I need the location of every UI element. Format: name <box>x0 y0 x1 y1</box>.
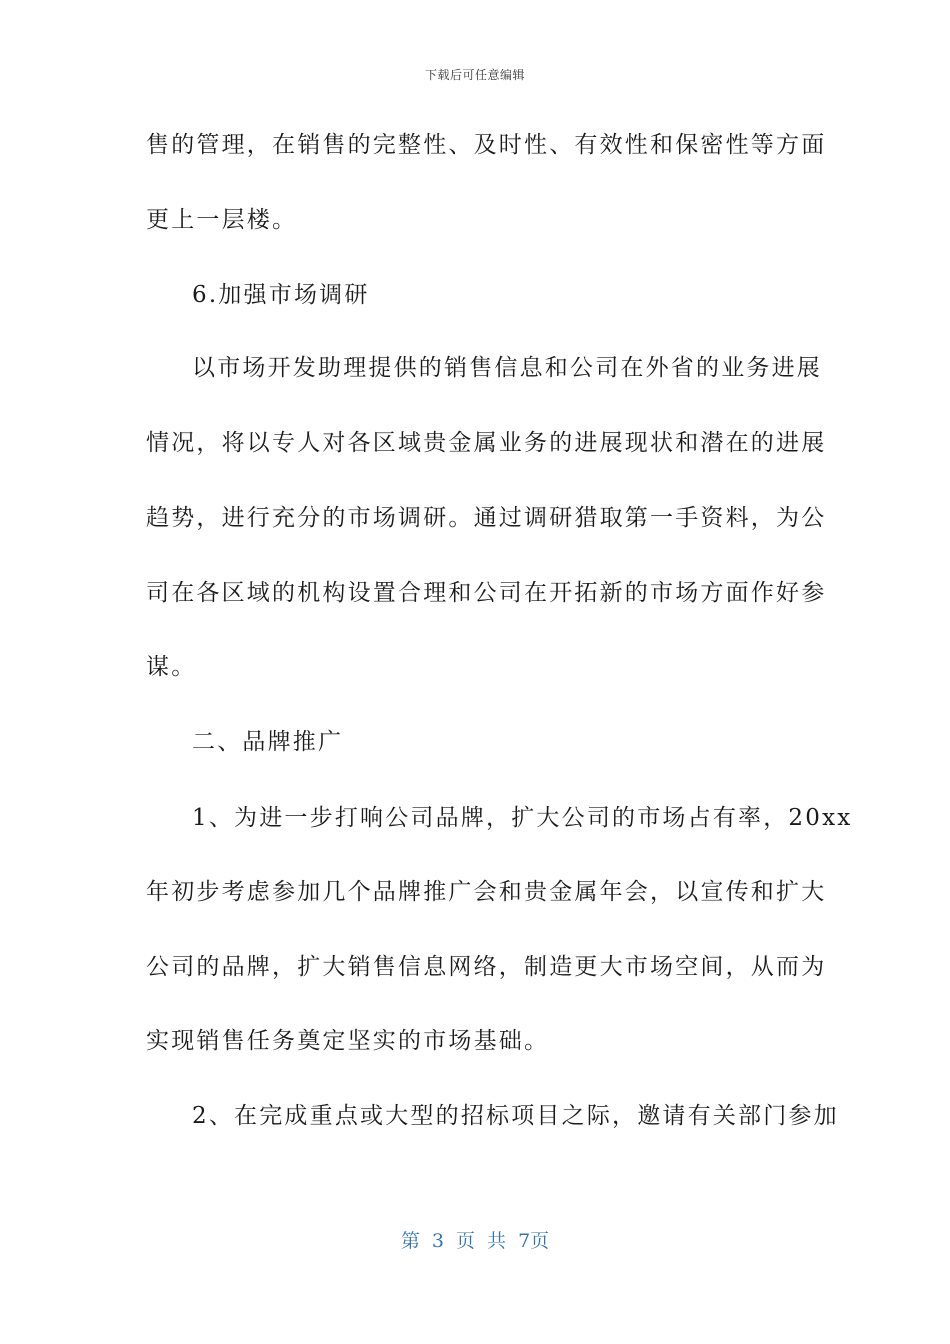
section-heading: 二、品牌推广 <box>192 729 344 755</box>
body-line: 年初步考虑参加几个品牌推广会和贵金属年会，以宣传和扩大 <box>146 879 827 905</box>
body-line: 售的管理，在销售的完整性、及时性、有效性和保密性等方面 <box>146 132 827 158</box>
body-line: 情况，将以专人对各区域贵金属业务的进展现状和潜在的进展 <box>146 430 827 456</box>
body-line: 实现销售任务奠定坚实的市场基础。 <box>146 1028 550 1054</box>
paragraph-first-line: 1、为进一步打响公司品牌，扩大公司的市场占有率，20xx <box>192 805 853 831</box>
body-line: 更上一层楼。 <box>146 207 298 233</box>
body-line: 司在各区域的机构设置合理和公司在开拓新的市场方面作好参 <box>146 580 827 606</box>
body-line: 趋势，进行充分的市场调研。通过调研猎取第一手资料，为公 <box>146 505 827 531</box>
body-line: 公司的品牌，扩大销售信息网络，制造更大市场空间，从而为 <box>146 954 827 980</box>
section-heading: 6.加强市场调研 <box>192 282 370 308</box>
paragraph-first-line: 2、在完成重点或大型的招标项目之际，邀请有关部门参加 <box>192 1103 839 1129</box>
paragraph-first-line: 以市场开发助理提供的销售信息和公司在外省的业务进展 <box>192 355 822 381</box>
body-line: 谋。 <box>146 654 197 680</box>
page-header-note: 下载后可任意编辑 <box>424 68 525 82</box>
page-number-footer: 第 3 页 共 7页 <box>400 1230 550 1252</box>
